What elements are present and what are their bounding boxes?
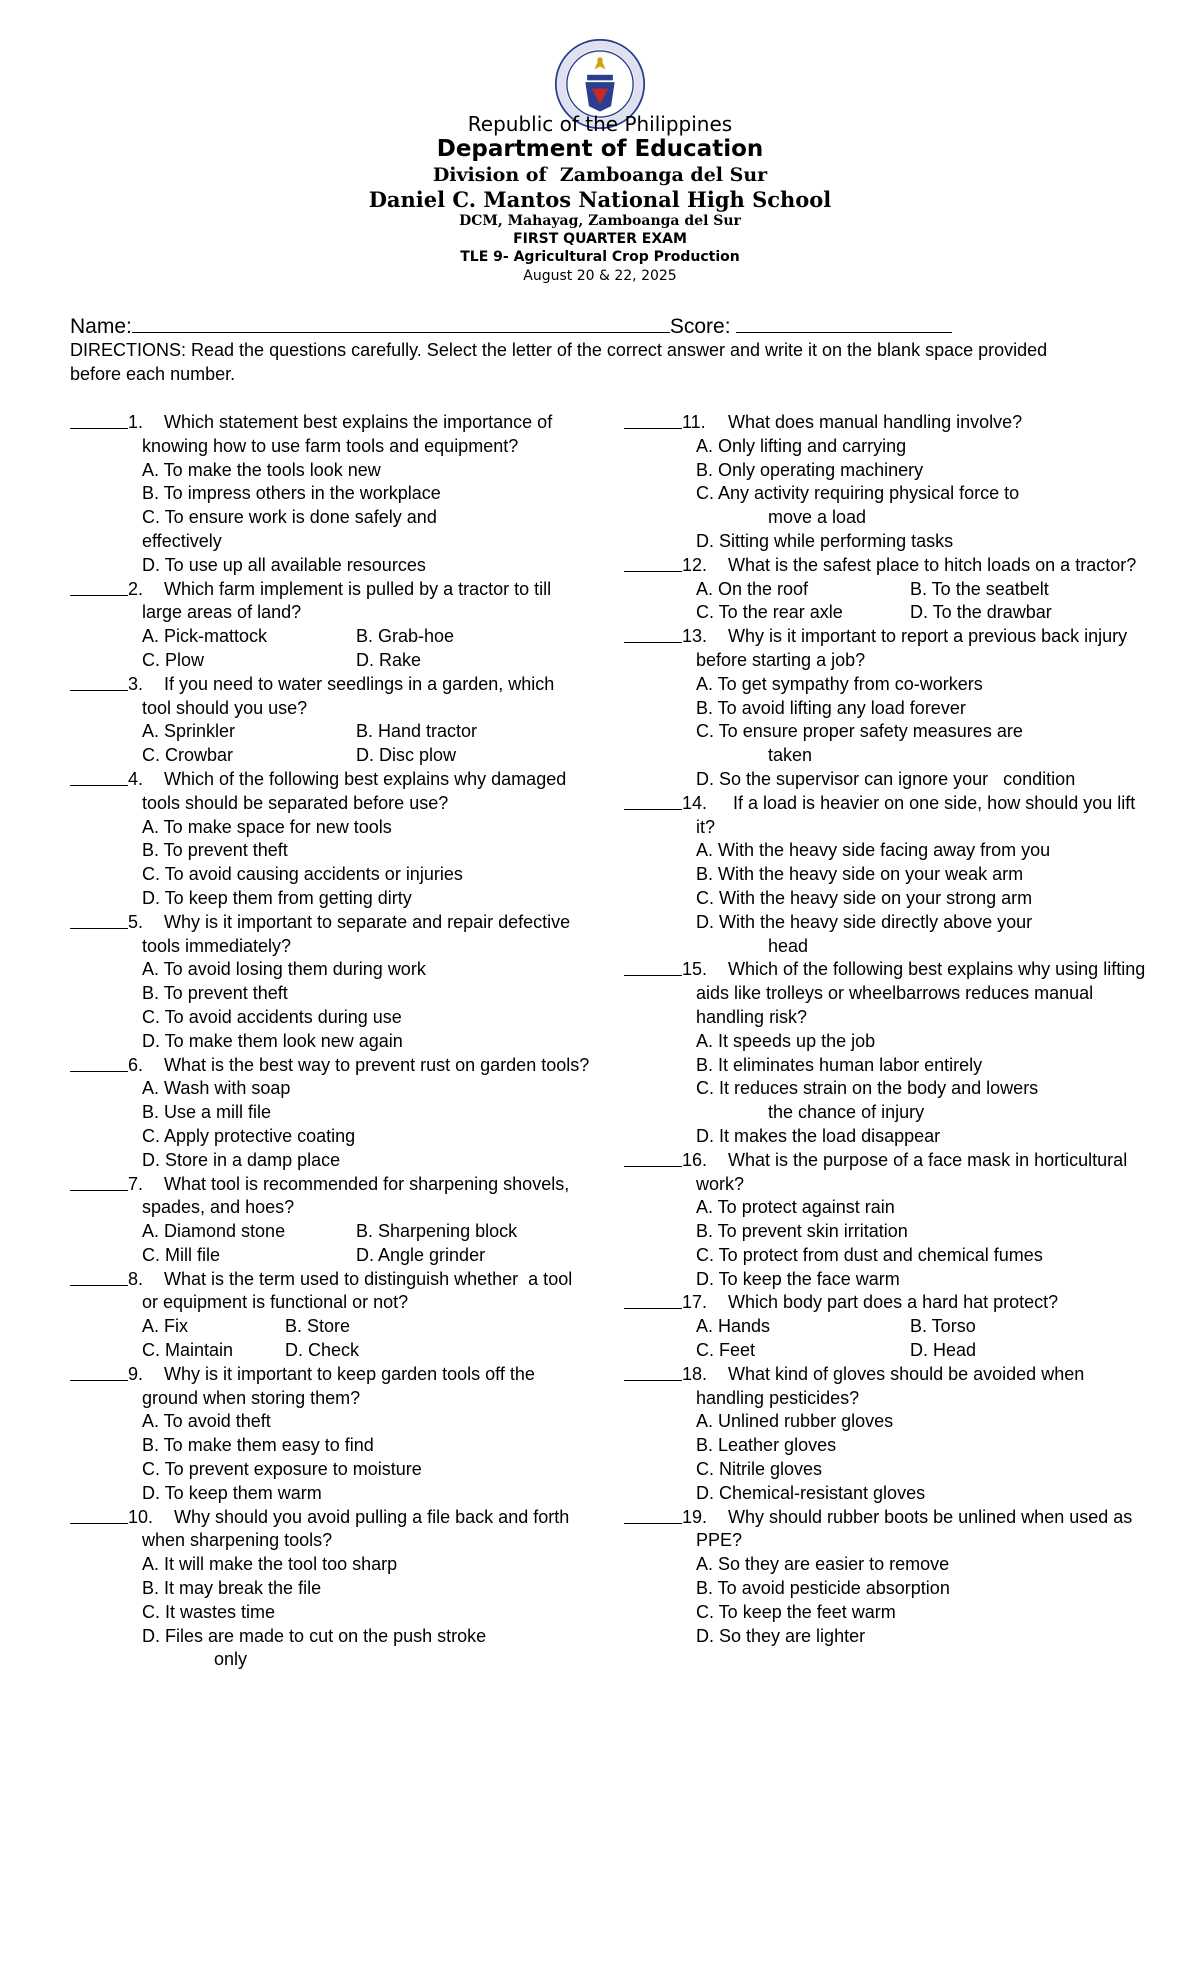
- question-number: 15.: [682, 959, 708, 980]
- answer-choice: A. It will make the tool too sharp: [142, 1554, 398, 1575]
- name-score-row: [70, 314, 952, 339]
- question-number: 2.: [128, 578, 144, 599]
- answer-choice: B. To the seatbelt: [910, 578, 1049, 599]
- answer-blank[interactable]: [70, 673, 128, 691]
- choice-continuation: move a load: [768, 507, 867, 528]
- answer-choice: A. To make space for new tools: [142, 816, 392, 837]
- question-5: [70, 911, 590, 1054]
- answer-blank[interactable]: [70, 411, 128, 429]
- answer-choice: C. To prevent exposure to moisture: [142, 1459, 422, 1480]
- question-number: 4.: [128, 768, 144, 789]
- questions-column-left: [70, 411, 590, 1672]
- question-18: [624, 1363, 1154, 1506]
- choice-continuation: the chance of injury: [768, 1102, 925, 1123]
- answer-choice: C. To the rear axle: [696, 602, 843, 623]
- answer-blank[interactable]: [624, 554, 682, 572]
- question-number: 9.: [128, 1363, 144, 1384]
- answer-choice: D. Disc plow: [356, 745, 457, 766]
- header-date: August 20 & 22, 2025: [523, 268, 677, 284]
- answer-choice: A. Sprinkler: [142, 721, 236, 742]
- answer-choice: D. Angle grinder: [356, 1244, 486, 1265]
- answer-choice: D. Chemical-resistant gloves: [696, 1482, 926, 1503]
- choice-continuation: taken: [768, 745, 813, 766]
- choices: [142, 459, 590, 578]
- header-exam-title: FIRST QUARTER EXAM: [513, 231, 687, 247]
- answer-choice: A. With the heavy side facing away from you: [696, 840, 1051, 861]
- answer-choice: A. So they are easier to remove: [696, 1554, 950, 1575]
- directions: DIRECTIONS: Read the questions carefully. Select the letter of the correct answer and write it on the blank space provided before each number.: [70, 340, 1048, 384]
- question-text: If you need to water seedlings in a garden, which tool should you use?: [142, 673, 570, 718]
- question-text: What kind of gloves should be avoided when handling pesticides?: [696, 1363, 1090, 1408]
- question-14: [624, 792, 1154, 959]
- answer-choice: B. To impress others in the workplace: [142, 483, 441, 504]
- choices: [696, 1315, 1154, 1363]
- question-text: Why is it important to separate and repair defective tools immediately?: [142, 911, 576, 956]
- question-number: 5.: [128, 911, 144, 932]
- question-16: [624, 1149, 1154, 1292]
- score-field[interactable]: [736, 314, 952, 333]
- question-number: 14.: [682, 792, 708, 813]
- answer-choice: C. Feet: [696, 1340, 756, 1361]
- question-text: If a load is heavier on one side, how should you lift it?: [696, 792, 1141, 837]
- answer-choice: A. To avoid losing them during work: [142, 959, 426, 980]
- answer-choice: B. To prevent skin irritation: [696, 1221, 908, 1242]
- answer-blank[interactable]: [70, 1506, 128, 1524]
- answer-blank[interactable]: [70, 1054, 128, 1072]
- choices: [696, 673, 1154, 792]
- question-4: [70, 768, 590, 911]
- answer-choice: D. With the heavy side directly above your: [696, 911, 1033, 932]
- answer-blank[interactable]: [70, 578, 128, 596]
- name-label: Name:: [70, 315, 132, 338]
- answer-choice: D. To make them look new again: [142, 1030, 403, 1051]
- answer-blank[interactable]: [70, 1173, 128, 1191]
- question-1: [70, 411, 590, 578]
- answer-choice: D. Rake: [356, 649, 422, 670]
- answer-blank[interactable]: [624, 411, 682, 429]
- question-13: [624, 625, 1154, 792]
- answer-choice: C. Plow: [142, 649, 205, 670]
- question-12: [624, 554, 1154, 625]
- answer-choice: B. To avoid pesticide absorption: [696, 1578, 950, 1599]
- answer-choice: B. Only operating machinery: [696, 459, 924, 480]
- answer-choice: C. With the heavy side on your strong arm: [696, 887, 1033, 908]
- question-number: 3.: [128, 673, 144, 694]
- question-number: 7.: [128, 1173, 144, 1194]
- answer-choice: C. To avoid causing accidents or injuries: [142, 864, 463, 885]
- answer-choice: D. Head: [910, 1340, 977, 1361]
- choices: [142, 1553, 590, 1672]
- answer-choice: C. To ensure proper safety measures are: [696, 721, 1023, 742]
- answer-choice: A. On the roof: [696, 578, 809, 599]
- question-6: [70, 1054, 590, 1173]
- answer-choice: D. It makes the load disappear: [696, 1125, 941, 1146]
- answer-choice: C. Nitrile gloves: [696, 1459, 823, 1480]
- question-number: 1.: [128, 412, 144, 432]
- answer-choice: C. It reduces strain on the body and lowers: [696, 1078, 1039, 1099]
- choices: [696, 435, 1154, 554]
- answer-blank[interactable]: [624, 1363, 682, 1381]
- answer-choice: C. Maintain: [142, 1340, 234, 1361]
- question-9: [70, 1363, 590, 1506]
- question-number: 8.: [128, 1268, 144, 1289]
- answer-choice: B. To prevent theft: [142, 840, 288, 861]
- answer-choice: A. Pick-mattock: [142, 626, 268, 647]
- answer-blank[interactable]: [70, 768, 128, 786]
- question-10: [70, 1506, 590, 1673]
- answer-blank[interactable]: [624, 1291, 682, 1309]
- answer-choice: A. To protect against rain: [696, 1197, 895, 1218]
- answer-choice: B. Grab-hoe: [356, 626, 455, 647]
- answer-choice: B. With the heavy side on your weak arm: [696, 864, 1024, 885]
- answer-blank[interactable]: [624, 625, 682, 643]
- question-text: Why should you avoid pulling a file back and forth when sharpening tools?: [142, 1506, 575, 1551]
- answer-blank[interactable]: [624, 1149, 682, 1167]
- answer-choice: C. It wastes time: [142, 1601, 276, 1622]
- choice-continuation: head: [768, 935, 809, 956]
- question-text: What is the purpose of a face mask in horticultural work?: [696, 1149, 1133, 1194]
- question-number: 17.: [682, 1292, 708, 1313]
- answer-blank[interactable]: [624, 792, 682, 810]
- answer-choice: D. To the drawbar: [910, 602, 1052, 623]
- question-17: [624, 1291, 1154, 1362]
- question-text: What tool is recommended for sharpening shovels, spades, and hoes?: [142, 1173, 575, 1218]
- header-address: DCM, Mahayag, Zamboanga del Sur: [459, 213, 741, 229]
- questions-column-right: [624, 411, 1154, 1648]
- question-number: 6.: [128, 1054, 144, 1075]
- choices: [696, 1410, 1154, 1505]
- answer-choice: C. Apply protective coating: [142, 1125, 356, 1146]
- choices: [142, 1410, 590, 1505]
- choices: [696, 578, 1154, 626]
- answer-choice: B. To avoid lifting any load forever: [696, 697, 966, 718]
- answer-choice: B. It may break the file: [142, 1578, 322, 1599]
- answer-choice: A. Hands: [696, 1316, 771, 1337]
- answer-blank[interactable]: [70, 1363, 128, 1381]
- question-text: Why is it important to keep garden tools off the ground when storing them?: [142, 1363, 540, 1408]
- choices: [142, 1220, 590, 1268]
- answer-choice: D. To keep them from getting dirty: [142, 887, 412, 908]
- question-number: 19.: [682, 1506, 708, 1527]
- answer-choice: B. To prevent theft: [142, 983, 288, 1004]
- choices: [142, 816, 590, 911]
- answer-choice: D. Sitting while performing tasks: [696, 530, 954, 551]
- answer-choice: A. To make the tools look new: [142, 459, 381, 480]
- question-text: What does manual handling involve?: [728, 412, 1023, 432]
- answer-choice: D. Store in a damp place: [142, 1149, 341, 1170]
- answer-choice: B. Use a mill file: [142, 1102, 272, 1123]
- answer-choice: A. Diamond stone: [142, 1221, 286, 1242]
- question-text: What is the best way to prevent rust on garden tools?: [164, 1054, 590, 1075]
- choices: [696, 839, 1154, 958]
- answer-choice: C. To protect from dust and chemical fumes: [696, 1244, 1043, 1265]
- answer-choice: C. To keep the feet warm: [696, 1601, 896, 1622]
- question-19: [624, 1506, 1154, 1649]
- header-division: Division of Zamboanga del Sur: [432, 164, 768, 186]
- answer-choice: A. Fix: [142, 1316, 189, 1337]
- question-text: Which statement best explains the importance of knowing how to use farm tools and equipment?: [142, 412, 568, 456]
- choices: [696, 1196, 1154, 1291]
- question-text: Which body part does a hard hat protect?: [728, 1292, 1059, 1313]
- question-text: Why should rubber boots be unlined when used as PPE?: [696, 1506, 1138, 1551]
- question-text: Which of the following best explains why using lifting aids like trolleys or wheelbarrows reduces manual handling risk?: [696, 959, 1151, 1027]
- answer-choice: D. So they are lighter: [696, 1625, 866, 1646]
- answer-choice: A. Unlined rubber gloves: [696, 1411, 894, 1432]
- question-text: Which of the following best explains why damaged tools should be separated before use?: [142, 768, 572, 813]
- choices: [142, 1077, 590, 1172]
- answer-blank[interactable]: [624, 1506, 682, 1524]
- answer-blank[interactable]: [70, 911, 128, 929]
- question-3: [70, 673, 590, 768]
- question-11: [624, 411, 1154, 554]
- answer-choice: A. Wash with soap: [142, 1078, 291, 1099]
- header-school: Daniel C. Mantos National High School: [368, 187, 832, 212]
- choices: [696, 1553, 1154, 1648]
- answer-blank[interactable]: [70, 1268, 128, 1286]
- score-label: Score:: [669, 315, 731, 338]
- question-8: [70, 1268, 590, 1363]
- choice-continuation: only: [214, 1649, 248, 1670]
- answer-choice: D. To keep them warm: [142, 1482, 322, 1503]
- choices: [142, 720, 590, 768]
- answer-choice: C. Any activity requiring physical force to: [696, 483, 1020, 504]
- answer-choice: B. Sharpening block: [356, 1221, 518, 1242]
- answer-choice: B. Leather gloves: [696, 1435, 837, 1456]
- answer-choice: B. It eliminates human labor entirely: [696, 1054, 983, 1075]
- question-number: 18.: [682, 1363, 708, 1384]
- question-text: Why is it important to report a previous back injury before starting a job?: [696, 626, 1133, 670]
- question-2: [70, 578, 590, 673]
- question-number: 10.: [128, 1506, 154, 1527]
- question-15: [624, 958, 1154, 1148]
- question-number: 13.: [682, 626, 708, 647]
- question-number: 12.: [682, 554, 708, 575]
- answer-choice: C. To avoid accidents during use: [142, 1006, 402, 1027]
- answer-choice: B. Hand tractor: [356, 721, 478, 742]
- answer-choice: D. Files are made to cut on the push stroke: [142, 1625, 487, 1646]
- answer-choice: A. Only lifting and carrying: [696, 435, 907, 456]
- answer-choice: D. So the supervisor can ignore your condition: [696, 768, 1076, 789]
- question-text: Which farm implement is pulled by a tractor to till large areas of land?: [142, 578, 557, 623]
- answer-choice: A. To get sympathy from co-workers: [696, 673, 983, 694]
- name-field[interactable]: [132, 314, 670, 333]
- answer-choice: B. Store: [285, 1316, 351, 1337]
- answer-choice: D. To keep the face warm: [696, 1268, 900, 1289]
- choices: [142, 1315, 590, 1363]
- answer-choice: B. To make them easy to find: [142, 1435, 374, 1456]
- header-republic: Republic of the Philippines: [467, 112, 733, 136]
- header-department: Department of Education: [436, 136, 764, 162]
- choices: [142, 625, 590, 673]
- answer-choice: D. Check: [285, 1340, 360, 1361]
- choices: [142, 958, 590, 1053]
- question-number: 16.: [682, 1149, 708, 1170]
- question-text: What is the safest place to hitch loads on a tractor?: [728, 554, 1137, 575]
- answer-choice: C. To ensure work is done safely and effectively: [142, 507, 437, 551]
- answer-choice: D. To use up all available resources: [142, 554, 426, 575]
- question-7: [70, 1173, 590, 1268]
- answer-choice: C. Mill file: [142, 1244, 221, 1265]
- answer-choice: C. Crowbar: [142, 745, 234, 766]
- answer-blank[interactable]: [624, 958, 682, 976]
- question-number: 11.: [682, 412, 706, 432]
- answer-choice: B. Torso: [910, 1316, 976, 1337]
- answer-choice: A. To avoid theft: [142, 1411, 271, 1432]
- choices: [696, 1030, 1154, 1149]
- question-text: What is the term used to distinguish whether a tool or equipment is functional or not?: [142, 1268, 578, 1313]
- answer-choice: A. It speeds up the job: [696, 1030, 876, 1051]
- header-subject: TLE 9- Agricultural Crop Production: [460, 249, 740, 265]
